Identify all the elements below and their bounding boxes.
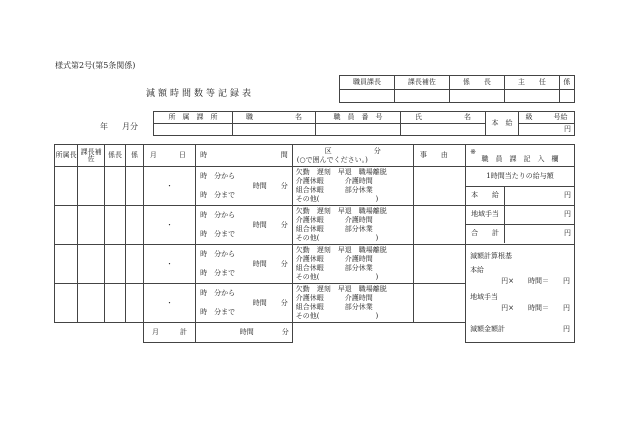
calc-allowance-formula[interactable]: 円× 時間＝ 円: [501, 304, 570, 312]
calc-allowance-label: 地域手当: [470, 293, 499, 301]
approval-header-3: 係 長: [449, 76, 504, 90]
stamp-cell[interactable]: [55, 245, 78, 284]
reason-cell[interactable]: [413, 167, 465, 206]
date-cell[interactable]: ・: [143, 167, 195, 206]
stamp-cell[interactable]: [55, 206, 78, 245]
employee-info-table: [153, 111, 575, 136]
position-label: 職 名: [233, 112, 316, 124]
approval-stamp-5[interactable]: [559, 90, 574, 103]
stamp-cell[interactable]: [78, 167, 105, 206]
form-title: 減額時間数等記録表: [146, 89, 255, 99]
stamp-cell[interactable]: [78, 284, 105, 323]
monthly-total-label: 月 計: [143, 323, 195, 343]
chief-header: 係長: [104, 145, 125, 167]
base-salary-label: 本 給: [486, 112, 519, 136]
calc-base-label: 本給: [470, 266, 485, 274]
calc-total-value[interactable]: 円: [563, 325, 570, 333]
form-number: 様式第2号(第5条関係): [55, 61, 136, 70]
reduction-calc-box: [466, 245, 575, 343]
dept-head-header: 所属長: [55, 145, 78, 167]
hourly-base-label: 本 給: [466, 186, 505, 205]
approval-stamp-2[interactable]: [394, 90, 449, 103]
reason-header: 事 由: [413, 145, 465, 167]
reason-cell[interactable]: [413, 245, 465, 284]
stamp-cell[interactable]: [126, 206, 144, 245]
record-row: [55, 245, 575, 284]
category-cell[interactable]: 欠勤 遅刻 早退 職場離脱 介護休暇 介護時間 組合休暇 部分休業 その他( ): [292, 245, 413, 284]
hourly-base-value[interactable]: 円: [505, 186, 574, 205]
time-cell[interactable]: 時 分から 時 分まで 時間 分: [196, 245, 293, 284]
stamp-cell[interactable]: [104, 245, 125, 284]
approval-header-2: 課長補佐: [394, 76, 449, 90]
month-label: 月分: [122, 122, 138, 131]
name-label: 氏 名: [401, 112, 486, 124]
calc-base-formula[interactable]: 円× 時間＝ 円: [501, 277, 570, 285]
calc-title: 減額計算根基: [470, 252, 513, 260]
hourly-wage-box: [466, 167, 575, 245]
time-cell[interactable]: 時 分から 時 分まで 時間 分: [196, 284, 293, 323]
approval-header-1: 職員課長: [340, 76, 395, 90]
staff-number-field[interactable]: [316, 124, 401, 136]
date-header: 月 日: [143, 145, 195, 167]
calc-total-label: 減額金額計: [470, 325, 506, 333]
hourly-total-value[interactable]: 円: [564, 229, 571, 238]
hourly-allowance-label: 地域手当: [466, 205, 505, 224]
record-row: [55, 167, 575, 206]
blank-cell: [292, 323, 465, 343]
approval-table: [339, 75, 575, 103]
year-label: 年: [100, 122, 108, 131]
stamp-cell[interactable]: [55, 284, 78, 323]
category-cell[interactable]: 欠勤 遅刻 早退 職場離脱 介護休暇 介護時間 組合休暇 部分休業 その他( ): [292, 284, 413, 323]
approval-stamp-4[interactable]: [504, 90, 559, 103]
stamp-cell[interactable]: [78, 245, 105, 284]
stamp-cell[interactable]: [104, 284, 125, 323]
monthly-total-duration[interactable]: 時間 分: [196, 323, 293, 343]
hourly-allowance-value[interactable]: 円: [505, 205, 574, 224]
hourly-total-label: 合 計: [466, 224, 505, 243]
approval-header-4: 主 任: [504, 76, 559, 90]
category-header: 区 分 (○で囲んでください。): [292, 145, 413, 167]
stamp-cell[interactable]: [78, 206, 105, 245]
base-salary-field[interactable]: 円: [519, 124, 575, 136]
staff-header: 係: [126, 145, 144, 167]
dept-field[interactable]: [154, 124, 233, 136]
time-record-table: [54, 144, 575, 343]
time-cell[interactable]: 時 分から 時 分まで 時間 分: [196, 206, 293, 245]
approval-header-5: 係: [559, 76, 574, 90]
stamp-cell[interactable]: [104, 167, 125, 206]
stamp-cell[interactable]: [126, 245, 144, 284]
hr-note-header: ※ 職 員 課 記 入 欄: [466, 145, 575, 167]
dept-label: 所 属 課 所: [154, 112, 233, 124]
stamp-cell[interactable]: [55, 167, 78, 206]
staff-number-label: 職 員 番 号: [316, 112, 401, 124]
stamp-cell[interactable]: [126, 167, 144, 206]
reason-cell[interactable]: [413, 206, 465, 245]
section-chief-header: 課長補佐: [78, 145, 105, 167]
date-cell[interactable]: ・: [143, 284, 195, 323]
blank-cell: [55, 323, 144, 343]
category-cell[interactable]: 欠勤 遅刻 早退 職場離脱 介護休暇 介護時間 組合休暇 部分休業 その他( ): [292, 206, 413, 245]
time-header: 時 間: [196, 145, 293, 167]
grade-label: 級 号給: [519, 112, 575, 124]
name-field[interactable]: [401, 124, 486, 136]
position-field[interactable]: [233, 124, 316, 136]
time-cell[interactable]: 時 分から 時 分まで 時間 分: [196, 167, 293, 206]
stamp-cell[interactable]: [104, 206, 125, 245]
approval-stamp-1[interactable]: [340, 90, 395, 103]
category-cell[interactable]: 欠勤 遅刻 早退 職場離脱 介護休暇 介護時間 組合休暇 部分休業 その他( ): [292, 167, 413, 206]
date-cell[interactable]: ・: [143, 245, 195, 284]
reason-cell[interactable]: [413, 284, 465, 323]
hourly-title: 1時間当たりの給与額: [466, 167, 574, 186]
approval-stamp-3[interactable]: [449, 90, 504, 103]
stamp-cell[interactable]: [126, 284, 144, 323]
date-cell[interactable]: ・: [143, 206, 195, 245]
